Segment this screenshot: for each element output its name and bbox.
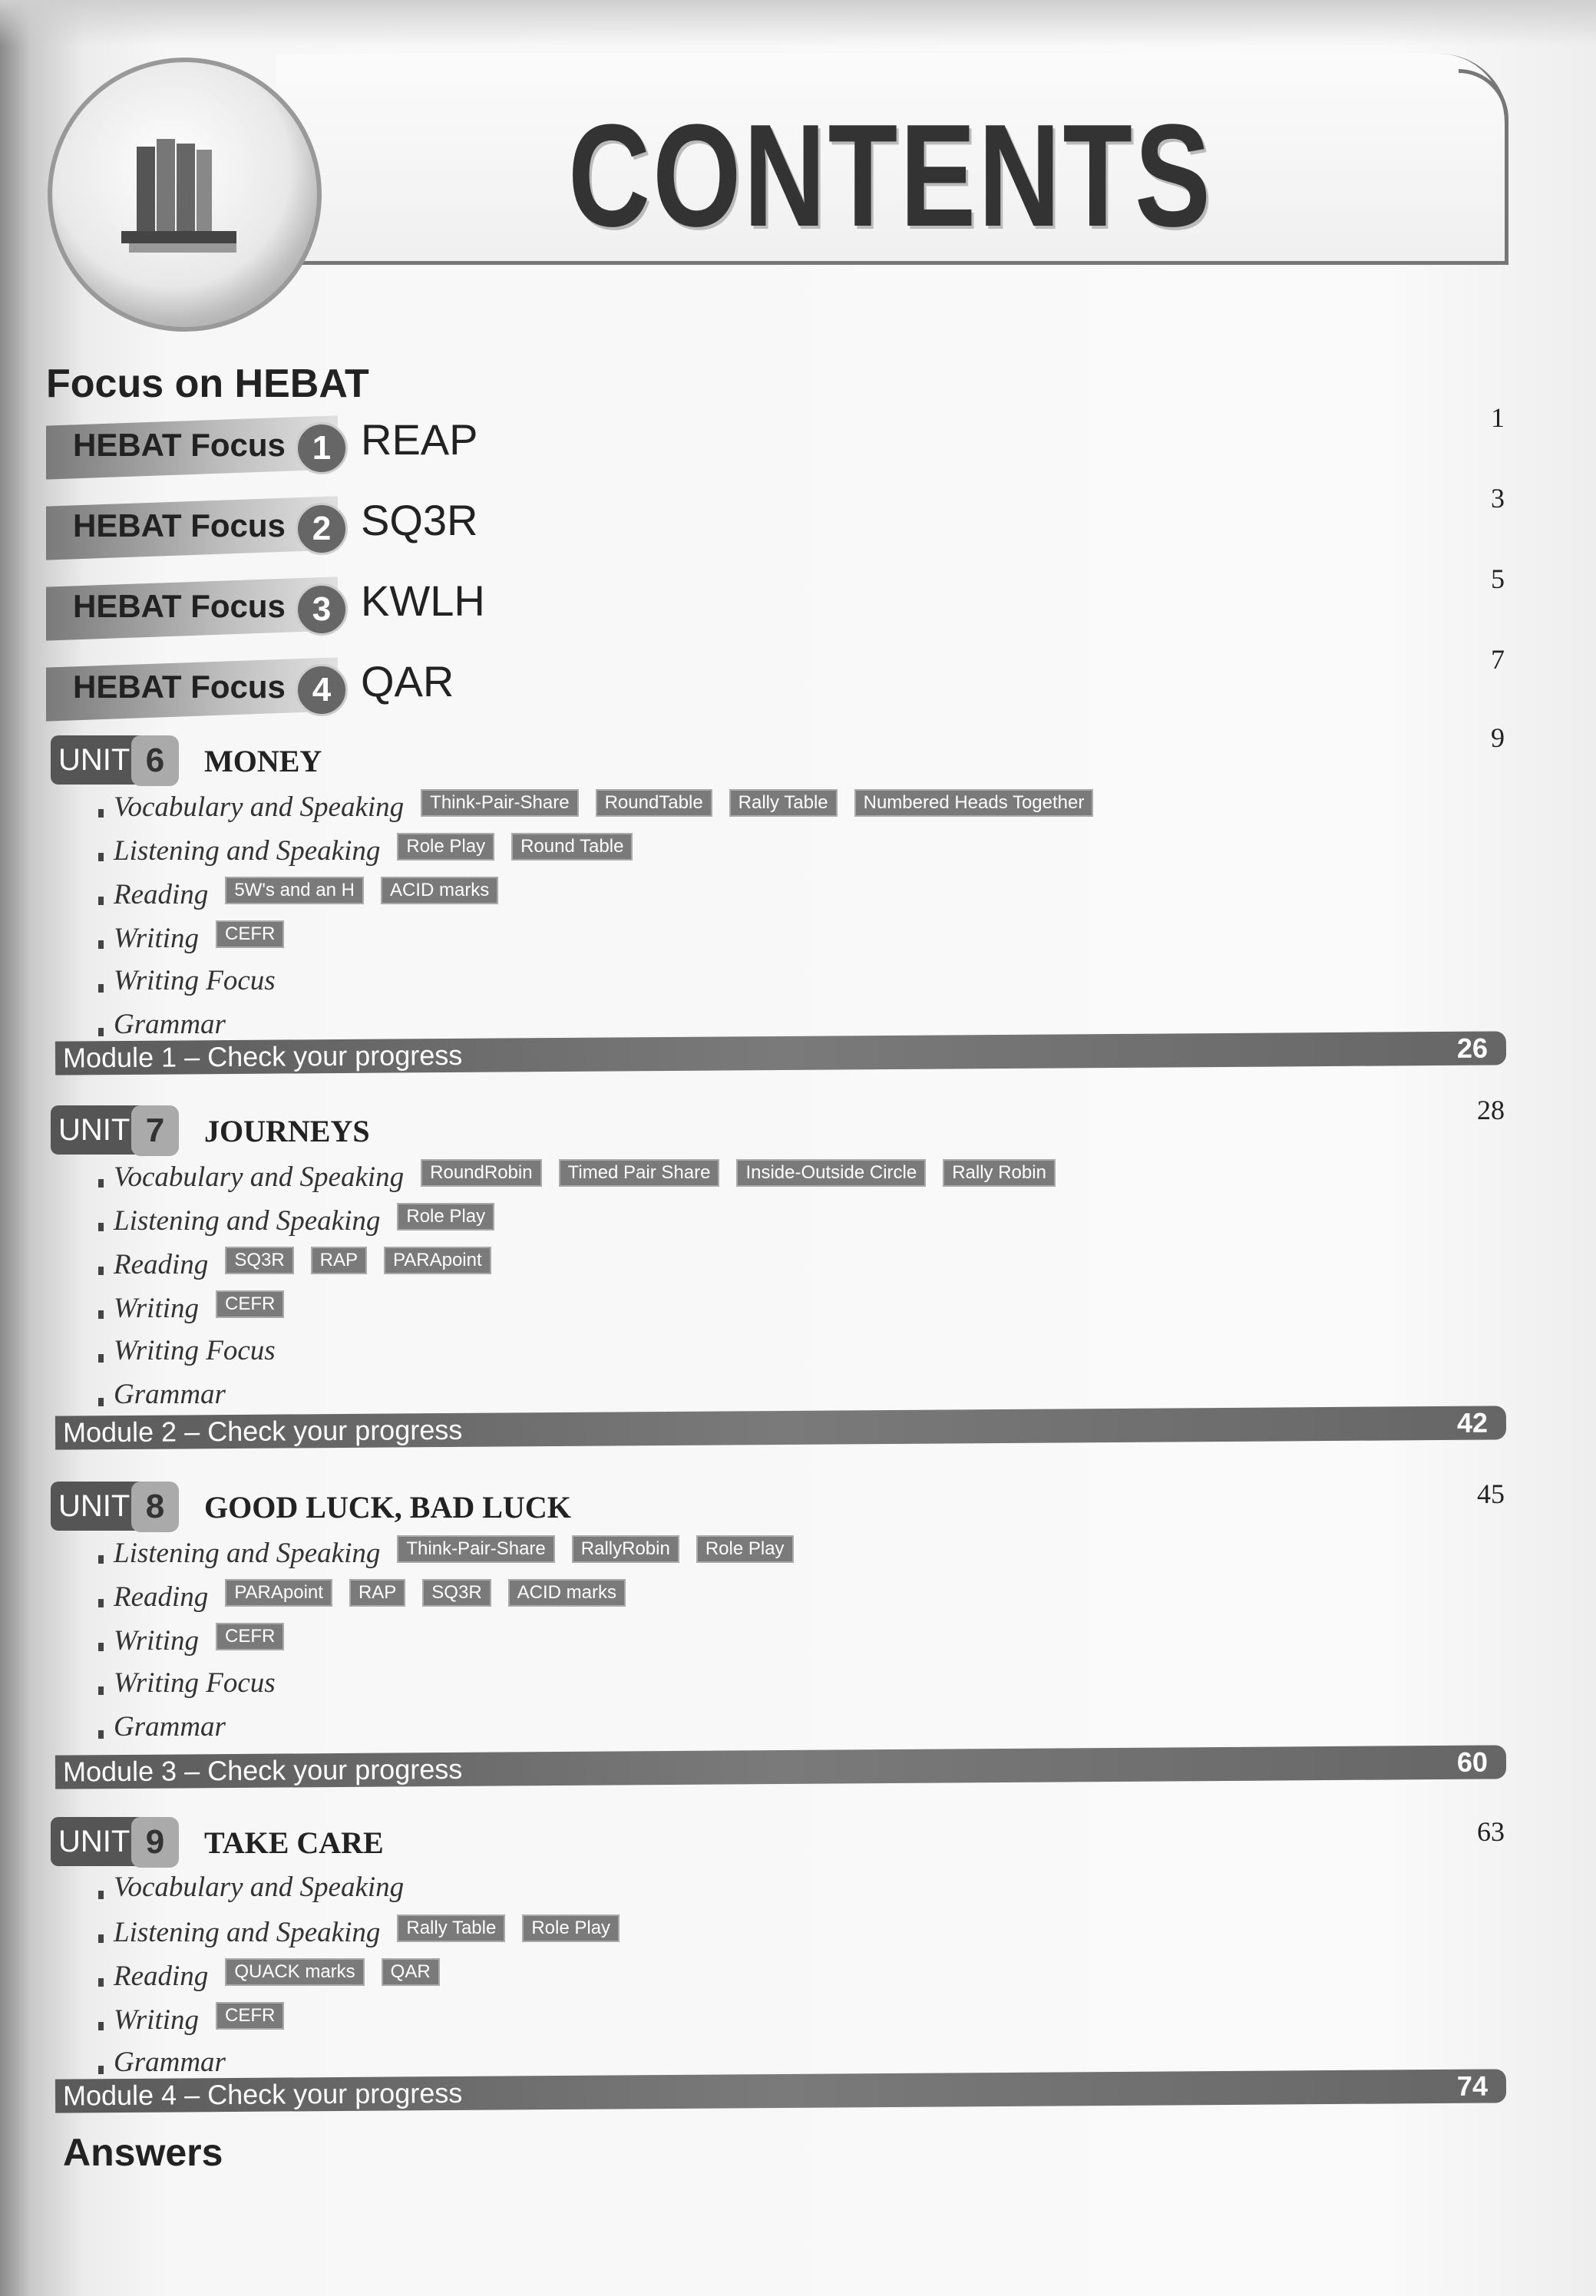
strategy-tag: RAP	[311, 1247, 367, 1274]
strategy-tag: QUACK marks	[225, 1958, 364, 1986]
module-page-number: 74	[1456, 2070, 1489, 2102]
strategy-tag: RAP	[349, 1579, 405, 1607]
unit-word: UNIT	[58, 1825, 131, 1858]
lesson-label: Reading	[114, 1581, 209, 1613]
strategy-tag: Think-Pair-Share	[397, 1535, 554, 1563]
lesson-label: Grammar	[114, 2047, 226, 2078]
module-label: Module 4 – Check your progress	[62, 2076, 463, 2112]
lesson-label: Vocabulary and Speaking	[114, 791, 405, 823]
lesson-item	[51, 2002, 1509, 2046]
module-page-number: 42	[1456, 1406, 1489, 1439]
unit-section	[51, 1105, 1509, 1422]
hebat-focus-label: HEBAT Focus	[73, 427, 286, 463]
unit-title: MONEY	[204, 744, 322, 778]
module-label: Module 3 – Check your progress	[62, 1753, 463, 1788]
lesson-label: Reading	[114, 879, 209, 910]
lesson-label: Grammar	[114, 1711, 226, 1743]
hebat-focus-name: REAP	[361, 415, 478, 464]
lesson-label: Vocabulary and Speaking	[114, 1161, 405, 1193]
page-number: 7	[1491, 644, 1505, 675]
strategy-tag: Role Play	[696, 1535, 794, 1563]
unit-word: UNIT	[58, 1489, 131, 1523]
strategy-tag: Think-Pair-Share	[421, 789, 578, 817]
unit-header	[51, 1105, 1509, 1159]
unit-title: GOOD LUCK, BAD LUCK	[204, 1490, 571, 1525]
strategy-tag: SQ3R	[422, 1579, 491, 1607]
unit-title: JOURNEYS	[204, 1114, 370, 1148]
strategy-tag: RoundRobin	[421, 1159, 541, 1187]
lesson-label: Writing	[114, 1625, 200, 1657]
strategy-tag: CEFR	[216, 1290, 284, 1318]
lesson-item	[51, 1871, 1509, 1914]
page-number: 45	[1477, 1478, 1505, 1509]
strategy-tag: CEFR	[216, 920, 284, 948]
page-top-shade	[0, 0, 1596, 46]
page-number: 63	[1477, 1816, 1505, 1847]
lesson-label: Listening and Speaking	[114, 835, 381, 867]
lesson-item	[51, 789, 1509, 833]
lesson-label: Writing	[114, 2004, 200, 2036]
lesson-item	[51, 1334, 1509, 1378]
lesson-item	[51, 1159, 1509, 1203]
hebat-focus-number: 3	[296, 583, 348, 636]
lesson-label: Writing Focus	[114, 1335, 276, 1366]
hebat-focus-number: 4	[296, 664, 348, 716]
lesson-label: Grammar	[114, 1009, 226, 1040]
unit-section	[51, 1482, 1509, 1754]
hebat-focus-name: QAR	[361, 657, 454, 705]
lesson-label: Writing Focus	[114, 1667, 276, 1699]
lesson-item	[51, 1247, 1509, 1290]
strategy-tag: Round Table	[511, 833, 633, 861]
hebat-focus-row	[46, 657, 1505, 732]
lesson-item	[51, 1203, 1509, 1247]
lesson-item	[51, 1579, 1509, 1623]
lesson-item	[51, 1914, 1509, 1958]
strategy-tag: 5W's and an H	[225, 877, 364, 904]
lesson-item	[51, 1667, 1509, 1710]
lesson-label: Listening and Speaking	[114, 1205, 381, 1237]
lesson-item	[51, 877, 1509, 920]
strategy-tag: RoundTable	[596, 789, 712, 817]
module-label: Module 1 – Check your progress	[62, 1039, 463, 1074]
unit-section	[51, 735, 1509, 1052]
lesson-label: Grammar	[114, 1379, 226, 1410]
hebat-focus-number: 1	[296, 422, 348, 474]
page-number: 3	[1491, 483, 1505, 514]
strategy-tag: Rally Table	[397, 1914, 505, 1942]
lesson-label: Writing Focus	[114, 965, 276, 996]
module-label: Module 2 – Check your progress	[62, 1413, 463, 1449]
strategy-tag: Inside-Outside Circle	[736, 1159, 926, 1187]
unit-section	[51, 1817, 1509, 2090]
hebat-focus-name: SQ3R	[361, 496, 478, 544]
lesson-label: Vocabulary and Speaking	[114, 1871, 405, 1903]
page-number: 9	[1491, 722, 1505, 753]
hebat-focus-row	[46, 415, 1505, 490]
lesson-label: Writing	[114, 1293, 200, 1324]
strategy-tag: CEFR	[216, 1623, 284, 1650]
lesson-item	[51, 1958, 1509, 2002]
strategy-tag: Role Play	[397, 1203, 494, 1231]
lesson-label: Listening and Speaking	[114, 1917, 381, 1948]
lesson-item	[51, 964, 1509, 1008]
page-number: 5	[1491, 563, 1505, 594]
lesson-item	[51, 920, 1509, 964]
books-logo	[48, 58, 322, 332]
strategy-tag: Role Play	[522, 1914, 620, 1942]
answers-heading: Answers	[63, 2131, 223, 2174]
unit-number: 6	[131, 735, 179, 786]
lesson-item	[51, 1623, 1509, 1667]
strategy-tag: Numbered Heads Together	[854, 789, 1094, 817]
unit-word: UNIT	[58, 1113, 131, 1147]
lesson-item	[51, 1290, 1509, 1334]
books-icon	[106, 116, 259, 269]
hebat-focus-row	[46, 496, 1505, 570]
unit-title: TAKE CARE	[204, 1825, 384, 1860]
module-page-number: 60	[1456, 1746, 1489, 1778]
lesson-label: Reading	[114, 1961, 209, 1992]
strategy-tag: SQ3R	[225, 1247, 293, 1274]
lesson-label: Listening and Speaking	[114, 1538, 381, 1569]
module-page-number: 26	[1456, 1032, 1489, 1064]
unit-number: 8	[131, 1482, 179, 1532]
strategy-tag: ACID marks	[381, 877, 498, 904]
page-number: 28	[1477, 1095, 1505, 1125]
strategy-tag: Rally Table	[729, 789, 838, 817]
unit-word: UNIT	[58, 743, 131, 777]
lesson-item	[51, 1535, 1509, 1579]
unit-header	[51, 1482, 1509, 1535]
lesson-label: Writing	[114, 923, 200, 954]
unit-header	[51, 1817, 1509, 1871]
strategy-tag: Rally Robin	[943, 1159, 1056, 1187]
unit-number: 9	[131, 1817, 179, 1868]
strategy-tag: QAR	[382, 1958, 440, 1986]
hebat-focus-name: KWLH	[361, 576, 485, 625]
hebat-focus-label: HEBAT Focus	[73, 588, 286, 624]
strategy-tag: ACID marks	[508, 1579, 626, 1607]
strategy-tag: Role Play	[397, 833, 494, 861]
hebat-focus-row	[46, 576, 1505, 651]
strategy-tag: Timed Pair Share	[559, 1159, 720, 1187]
strategy-tag: PARApoint	[384, 1247, 491, 1274]
strategy-tag: CEFR	[216, 2002, 284, 2030]
lesson-item	[51, 833, 1509, 877]
lesson-label: Reading	[114, 1249, 209, 1280]
strategy-tag: RallyRobin	[572, 1535, 679, 1563]
unit-number: 7	[131, 1105, 179, 1156]
page-title: CONTENTS	[568, 94, 1214, 257]
hebat-focus-number: 2	[296, 503, 348, 555]
page-number: 1	[1491, 402, 1505, 433]
focus-section-title: Focus on HEBAT	[46, 362, 369, 406]
strategy-tag: PARApoint	[225, 1579, 332, 1607]
hebat-focus-label: HEBAT Focus	[73, 669, 286, 705]
unit-header	[51, 735, 1509, 789]
hebat-focus-label: HEBAT Focus	[73, 507, 286, 543]
